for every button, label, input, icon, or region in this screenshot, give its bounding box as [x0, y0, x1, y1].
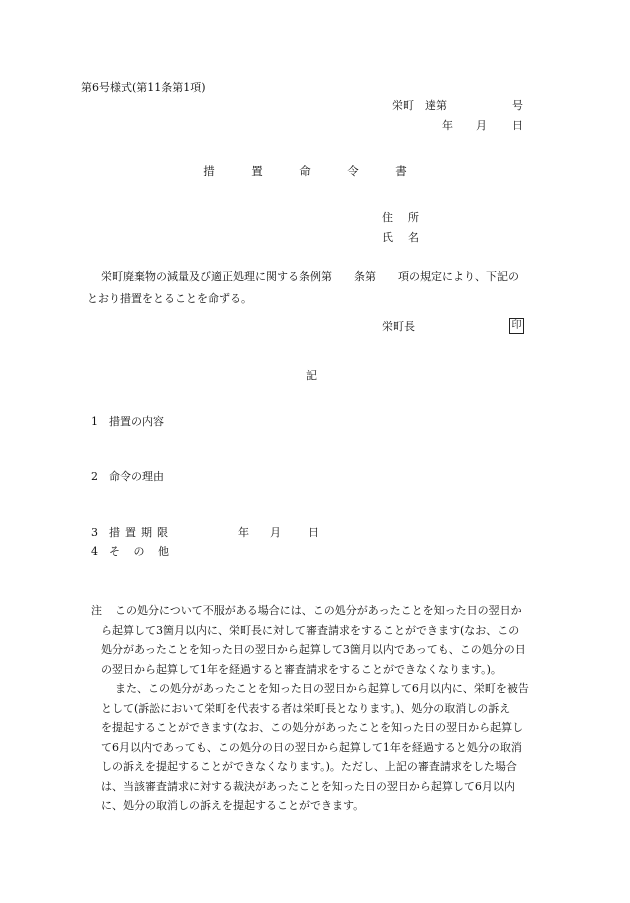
note-line: の翌日から起算して1年を経過すると審査請求をすることができなくなります。)。	[101, 662, 502, 676]
note-line: て6月以内であっても、この処分の日の翌日から起算して1年を経過すると処分の取消	[101, 740, 522, 754]
document-number-prefix: 栄町 達第	[392, 99, 447, 112]
intro-line: 栄町廃棄物の減量及び適正処理に関する条例第 条第 項の規定により、下記の	[101, 270, 519, 283]
name-label-char: 名	[408, 231, 419, 244]
item-number: 1	[91, 415, 98, 428]
item-number: 2	[91, 470, 98, 483]
name-label	[382, 232, 419, 243]
item-label: 措置期限	[109, 526, 173, 539]
name-label-char: 氏	[382, 231, 393, 244]
note-line: として(訴訟において栄町を代表する者は栄町長となります。)、処分の取消しの訴え	[101, 701, 511, 715]
item-label: そ の 他	[109, 545, 174, 558]
note-line: を提起することができます(なお、この処分があったことを知った日の翌日から起算し	[101, 721, 524, 734]
item-number: 4	[91, 545, 98, 558]
deadline-year: 年	[238, 526, 249, 539]
note-line: しの訴えを提起することができなくなります。)。ただし、上記の審査請求をした場合	[101, 760, 517, 773]
document-number-suffix: 号	[512, 99, 523, 112]
note-line	[91, 601, 561, 621]
note-text: この処分について不服がある場合には、この処分があったことを知った日の翌日か	[115, 604, 522, 617]
issue-date-year: 年	[442, 119, 453, 132]
address-label	[382, 212, 419, 223]
ki-heading: 記	[306, 369, 317, 382]
deadline-month: 月	[270, 526, 281, 539]
address-label-char: 住	[382, 211, 393, 224]
title-char: 書	[395, 164, 407, 178]
intro-line: とおり措置をとることを命ずる。	[87, 292, 252, 305]
note-line: に、処分の取消しの訴えを提起することができます。	[101, 799, 365, 812]
note-line: は、当該審査請求に対する裁決があったことを知った日の翌日から起算して6月以内	[101, 779, 515, 793]
note-line: ら起算して3箇月以内に、栄町長に対して審査請求をすることができます(なお、この	[101, 623, 520, 637]
item-number: 3	[91, 526, 98, 539]
note-line: 処分があったことを知った日の翌日から起算して3箇月以内であっても、この処分の日	[101, 643, 526, 656]
intro-paragraph	[87, 266, 557, 310]
item-deadline	[91, 527, 173, 538]
deadline-day: 日	[308, 526, 319, 539]
item-reason	[91, 471, 164, 482]
address-label-char: 所	[408, 211, 419, 224]
issue-date-day: 日	[512, 119, 523, 132]
title-char: 措	[203, 164, 215, 178]
item-measures	[91, 416, 164, 427]
issue-date-month: 月	[476, 119, 487, 132]
issuer-title: 栄町長	[382, 320, 415, 333]
title-char: 命	[299, 164, 311, 178]
item-label: 措置の内容	[109, 415, 164, 428]
title-char: 置	[251, 164, 263, 178]
note-block	[91, 601, 561, 816]
form-number: 第6号様式(第11条第1項)	[81, 81, 206, 94]
seal-mark: 印	[509, 318, 524, 334]
item-other	[91, 546, 174, 557]
item-label: 命令の理由	[109, 470, 164, 483]
document-title	[0, 166, 630, 178]
title-char: 令	[347, 164, 359, 178]
note-line: また、この処分があったことを知った日の翌日から起算して6月以内に、栄町を被告	[115, 682, 529, 695]
note-label: 注	[91, 604, 102, 617]
